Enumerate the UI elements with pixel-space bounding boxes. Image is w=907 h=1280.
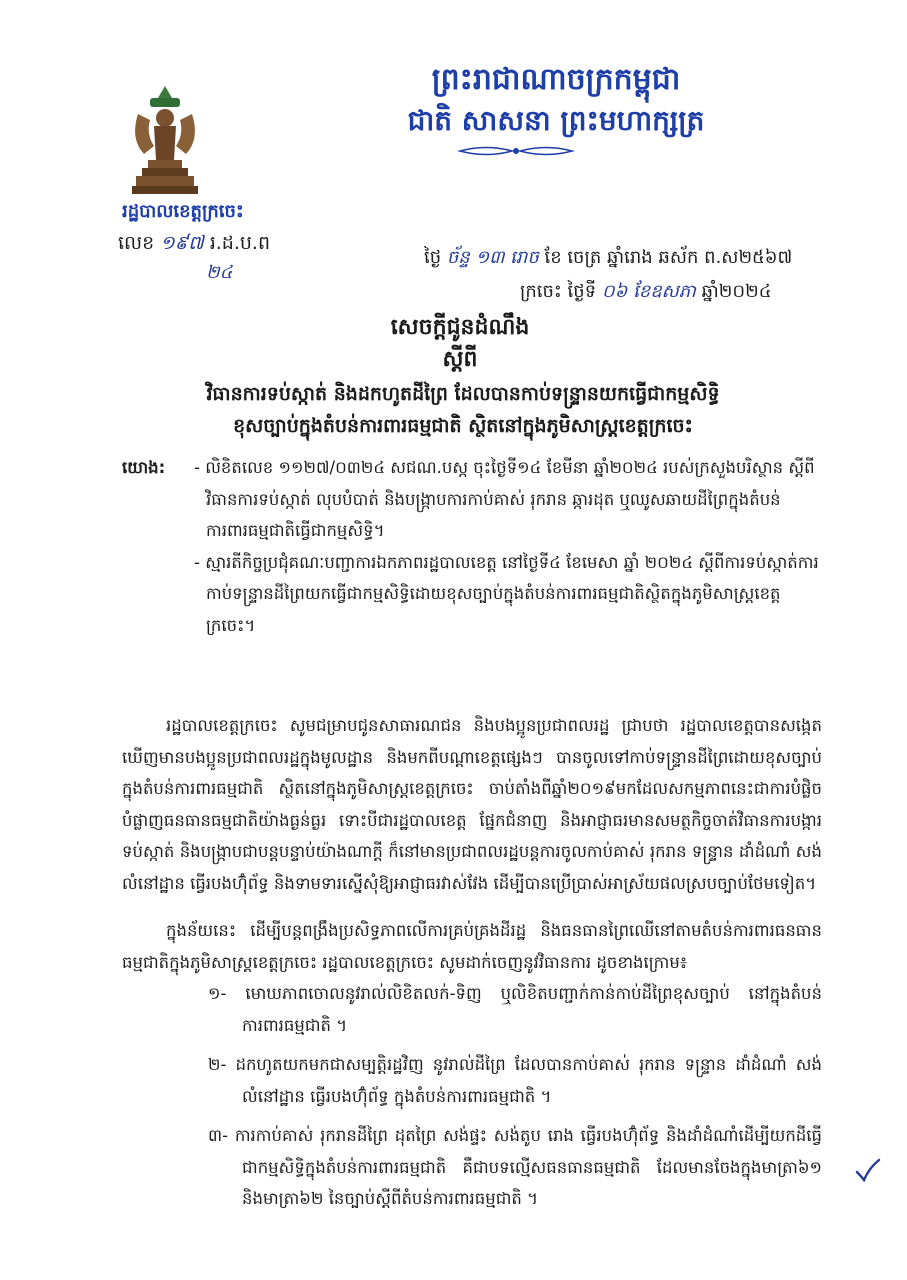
lunar-date <box>424 246 792 270</box>
lunar-month: ខែ ចេត្រ <box>544 247 602 268</box>
ornament-divider-icon <box>456 144 576 158</box>
measure-item: ៣- ការកាប់គាស់ រុករានដីព្រៃ ដុតព្រៃ សង់ផ្ទះ សង់តូប រោង ធ្វើរបងហ៊ុំព័ទ្ធ និងដាំដំណាំដើម្បីយកដីធ្វើជាកម្មសិទ្ធិក្នុងតំបន់ការពារធម្មជាតិ គឺជាបទល្មើសធនធានធម្មជាតិ ដែលមានចែងក្នុងមាត្រា៦១ និងមាត្រា៦២ នៃច្បាប់ស្ដីពីតំបន់ការពារធម្មជាតិ ។ <box>208 1126 822 1208</box>
references-label: យោង: <box>122 458 166 477</box>
national-motto: ជាតិ សាសនា ព្រះមហាក្សត្រ <box>407 104 705 137</box>
measure-item: ១- មោឃភាពចោលនូវរាល់លិខិតលក់-ទិញ ឬលិខិតបញ្ជាក់កាន់កាប់ដីព្រៃខុសច្បាប់ នៅក្នុងតំបន់ការពារធម្មជាតិ ។ <box>208 984 822 1035</box>
lunar-date-handwritten: ច័ន្ទ ១៣ រោច <box>446 247 539 268</box>
references-section <box>122 452 822 641</box>
ref-suffix: ២៤ <box>206 262 233 283</box>
body-paragraph-1: រដ្ឋបាលខេត្តក្រចេះ សូមជម្រាបជូនសាធារណជន និងបងប្អូនប្រជាពលរដ្ឋ ជ្រាបថា រដ្ឋបាលខេត្តបានសង្កេតឃើញមានបងប្អូនប្រជាពលរដ្ឋក្នុងមូលដ្ឋាន និងមកពីបណ្ដាខេត្តផ្សេងៗ បានចូលទៅកាប់ទន្ទ្រានដីព្រៃដោយខុសច្បាប់ក្នុងតំបន់ការពារធម្មជាតិ ស្ថិតនៅក្នុងភូមិសាស្ត្រខេត្តក្រចេះ ចាប់តាំងពីឆ្នាំ២០១៩មកដែលសកម្មភាពនេះជាការបំផ្លិចបំផ្លាញធនធានធម្មជាតិយ៉ាងធ្ងន់ធ្ងរ ទោះបីជារដ្ឋបាលខេត្ត ផ្នែកជំនាញ និងអាជ្ញាធរមានសមត្ថកិច្ចចាត់វិធានការបង្ការ ទប់ស្កាត់ និងបង្ក្រាបជាបន្តបន្ទាប់យ៉ាងណាក្ដី ក៏នៅមានប្រជាពលរដ្ឋបន្តការចូលកាប់គាស់ រុករាន ទន្ទ្រាន ដាំដំណាំ សង់លំនៅដ្ឋាន ធ្វើរបងហ៊ុំព័ទ្ធ និងទាមទារស្នើសុំឱ្យអាជ្ញាធរវាស់វែង ដើម្បីបានប្រើប្រាស់អាស្រ័យផលស្របច្បាប់ថែមទៀត។ <box>122 716 822 893</box>
royal-coat-of-arms-icon <box>128 84 202 196</box>
handwritten-tick-icon <box>855 1158 881 1182</box>
reference-item: - ស្មារតីកិច្ចប្រជុំគណៈបញ្ជាការឯកភាពរដ្ឋបាលខេត្ត នៅថ្ងៃទី៤ ខែមេសា ឆ្នាំ ២០២៤ ស្ដីពីការទប់ស្កាត់ការកាប់ទន្ទ្រានដីព្រៃយកធ្វើជាកម្មសិទ្ធិដោយខុសច្បាប់ក្នុងតំបន់ការពារធម្មជាតិស្ថិតក្នុងភូមិសាស្ត្រខេត្តក្រចេះ។ <box>194 552 819 635</box>
document-subject <box>118 378 808 442</box>
subject-line-2: ខុសច្បាប់ក្នុងតំបន់ការពារធម្មជាតិ ស្ថិតនៅក្នុងភូមិសាស្ត្រខេត្តក្រចេះ <box>233 415 693 437</box>
measure-item: ២- ដកហូតយកមកជាសម្បត្តិរដ្ឋវិញ នូវរាល់ដីព្រៃ ដែលបានកាប់គាស់ រុករាន ទន្ទ្រាន ដាំដំណាំ សង់លំនៅដ្ឋាន ធ្វើរបងហ៊ុំព័ទ្ធ ក្នុងតំបន់ការពារធម្មជាតិ ។ <box>208 1055 822 1106</box>
solar-day: ០៦ <box>601 281 628 302</box>
ref-code: រ.ដ.ប.ព <box>209 232 271 254</box>
solar-year: ឆ្នាំ២០២៤ <box>701 281 772 302</box>
document-type: សេចក្ដីជូនដំណឹង <box>390 315 530 340</box>
solar-month: ខែឧសភា <box>633 281 696 302</box>
kingdom-heading: ព្រះរាជាណាចក្រកម្ពុជា <box>431 62 681 97</box>
about-label: ស្ដីពី <box>442 347 478 372</box>
solar-date <box>520 280 772 304</box>
measures-list <box>122 978 822 1223</box>
lunar-date-label: ថ្ងៃ <box>424 247 442 268</box>
body-paragraph-2: ក្នុងន័យនេះ ដើម្បីបន្តពង្រឹងប្រសិទ្ធភាពលើការគ្រប់គ្រងដីរដ្ឋ និងធនធានព្រៃឈើនៅតាមតំបន់ការពារធនធានធម្មជាតិក្នុងភូមិសាស្ត្រខេត្តក្រចេះ រដ្ឋបាលខេត្តក្រចេះ សូមដាក់ចេញនូវវិធានការ ដូចខាងក្រោម៖ <box>122 921 822 972</box>
lunar-year: ឆ្នាំរោង ឆស័ក ព.ស២៥៦៧ <box>607 247 793 268</box>
solar-date-label: ក្រចេះ ថ្ងៃទី <box>520 281 597 302</box>
reference-item: - លិខិតលេខ ១១២៧/០៣២៤ សជណ.បស្ក ចុះថ្ងៃទី១៤ ខែមីនា ឆ្នាំ២០២៤ របស់ក្រសួងបរិស្ថាន ស្ដីពីវិធានការទប់ស្កាត់ លុបបំបាត់ និងបង្រ្កាបការកាប់គាស់ រុករាន ឆ្ការដុត ឬឈូសឆាយដីព្រៃក្នុងតំបន់ការពារធម្មជាតិធ្វើជាកម្មសិទ្ធិ។ <box>194 458 815 540</box>
issuing-authority: រដ្ឋបាលខេត្តក្រចេះ <box>122 201 244 222</box>
reference-number <box>118 230 270 256</box>
subject-line-1: វិធានការទប់ស្កាត់ និងដកហូតដីព្រៃ ដែលបានកាប់ទន្ទ្រានយកធ្វើជាកម្មសិទ្ធិ <box>206 383 720 405</box>
ref-number: ១៩៧ <box>160 232 204 254</box>
ref-label: លេខ <box>118 232 155 254</box>
